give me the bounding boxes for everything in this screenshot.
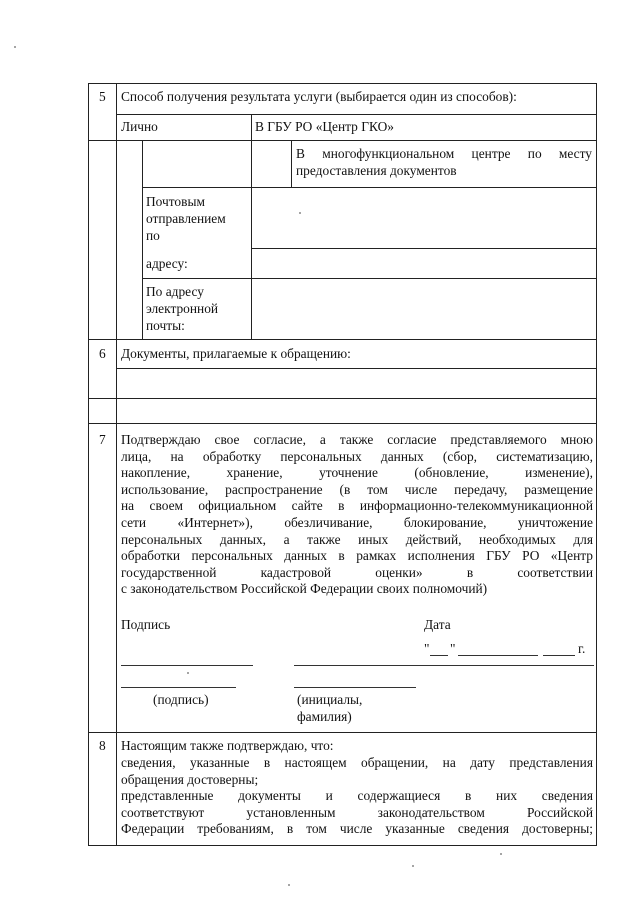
mfc-option-line-1: В многофункциональном центре по месту — [296, 146, 592, 161]
in-person-option[interactable]: В ГБУ РО «Центр ГКО» — [255, 119, 394, 134]
scan-speck — [299, 212, 301, 214]
email-label-line-1: По адресу — [146, 284, 204, 299]
table-border-left — [88, 83, 89, 845]
mail-address-label: адресу: — [146, 256, 188, 271]
row8-line-4: представленные документы и содержащиеся в них сведения — [121, 788, 593, 804]
number-column-divider — [116, 83, 117, 845]
scan-speck — [14, 46, 16, 48]
scan-speck — [187, 672, 189, 674]
row5-title-bottom — [116, 114, 597, 115]
row7-bottom — [88, 732, 597, 733]
row5-mail-mid — [251, 248, 597, 249]
date-quote-open: " — [424, 641, 430, 656]
consent-line-5: на своем официальном сайте в информационно-телекоммуникационной — [121, 498, 593, 514]
consent-line-3: накопление, хранение, уточнение (обновление, изменение), — [121, 465, 593, 481]
consent-line-6: сети «Интернет»), обезличивание, блокирование, уничтожение — [121, 514, 593, 530]
row5-number: 5 — [99, 89, 106, 104]
row8-body — [121, 755, 593, 838]
row5-mfc-bottom — [142, 187, 597, 188]
scan-speck — [500, 853, 502, 855]
signature-line-upper[interactable] — [121, 665, 253, 666]
row8-line-2: сведения, указанные в настоящем обращении, на дату представления — [121, 755, 593, 770]
date-year-line[interactable] — [543, 655, 575, 656]
row5-sub-mid — [251, 140, 252, 339]
row5-mail-bottom — [142, 278, 597, 279]
consent-line-9: государственной кадастровой оценки» в соответствии — [121, 564, 593, 580]
signature-line[interactable] — [121, 687, 236, 688]
initials-line-upper[interactable] — [294, 665, 594, 666]
row6-bottom — [88, 423, 597, 424]
caption-initials-line-2: фамилия) — [297, 709, 352, 724]
consent-line-1: Подтверждаю свое согласие, а также согласие представляемого мною — [121, 432, 593, 447]
caption-signature: (подпись) — [153, 692, 209, 707]
consent-line-2: лица, на обработку персональных данных (сбор, систематизацию, — [121, 448, 593, 464]
consent-line-4: использование, распространение (в том числе передачу, размещение — [121, 481, 593, 497]
row5-title: Способ получения результата услуги (выбирается один из способов): — [121, 89, 517, 104]
email-label-line-2: электронной — [146, 301, 219, 316]
scan-speck — [412, 865, 414, 867]
date-day-line[interactable] — [430, 655, 448, 656]
row5-inperson-divider — [251, 114, 252, 140]
table-border-right — [596, 83, 597, 845]
mfc-option[interactable] — [296, 146, 592, 179]
row5-bottom — [88, 339, 597, 340]
table-border-bottom — [88, 845, 597, 846]
consent-text — [121, 432, 593, 598]
email-label-line-3: почты: — [146, 318, 185, 333]
consent-line-10: с законодательством Российской Федерации своих полномочий) — [121, 581, 488, 597]
consent-line-8: обработки персональных данных в рамках исполнения ГБУ РО «Центр — [121, 548, 593, 564]
date-year-suffix: г. — [578, 641, 586, 656]
mail-label-line-3: по — [146, 228, 160, 243]
row6-title: Документы, прилагаемые к обращению: — [121, 346, 351, 361]
row5-inperson-bottom — [88, 140, 597, 141]
row5-sub-left — [142, 140, 143, 339]
row8-number: 8 — [99, 738, 106, 753]
mail-label-line-2: отправлением — [146, 211, 226, 226]
scan-speck — [288, 884, 290, 886]
mfc-option-line-2: предоставления документов — [296, 162, 457, 178]
row6-blank1-bottom — [88, 398, 597, 399]
in-person-label: Лично — [121, 119, 158, 134]
signature-label: Подпись — [121, 617, 171, 632]
consent-line-7: персональных данных, а также иных действий, необходимых для — [121, 531, 593, 547]
initials-line[interactable] — [294, 687, 416, 688]
date-label: Дата — [424, 617, 451, 632]
row8-line-5: соответствуют установленным законодательством Российской — [121, 804, 593, 820]
mail-label-line-1: Почтовым — [146, 194, 205, 209]
row6-title-bottom — [116, 368, 597, 369]
date-quote-close: " — [450, 641, 456, 656]
row6-number: 6 — [99, 346, 106, 361]
row8-line-3: обращения достоверны; — [121, 771, 259, 787]
row8-line-1: Настоящим также подтверждаю, что: — [121, 738, 334, 753]
caption-initials-line-1: (инициалы, — [297, 692, 363, 707]
row5-mfc-checkbox-right — [291, 140, 292, 187]
date-month-line[interactable] — [458, 655, 538, 656]
table-border-top — [88, 83, 597, 84]
row7-number: 7 — [99, 432, 106, 447]
row8-line-6: Федерации требованиям, в том числе указанные сведения достоверны; — [121, 821, 593, 837]
